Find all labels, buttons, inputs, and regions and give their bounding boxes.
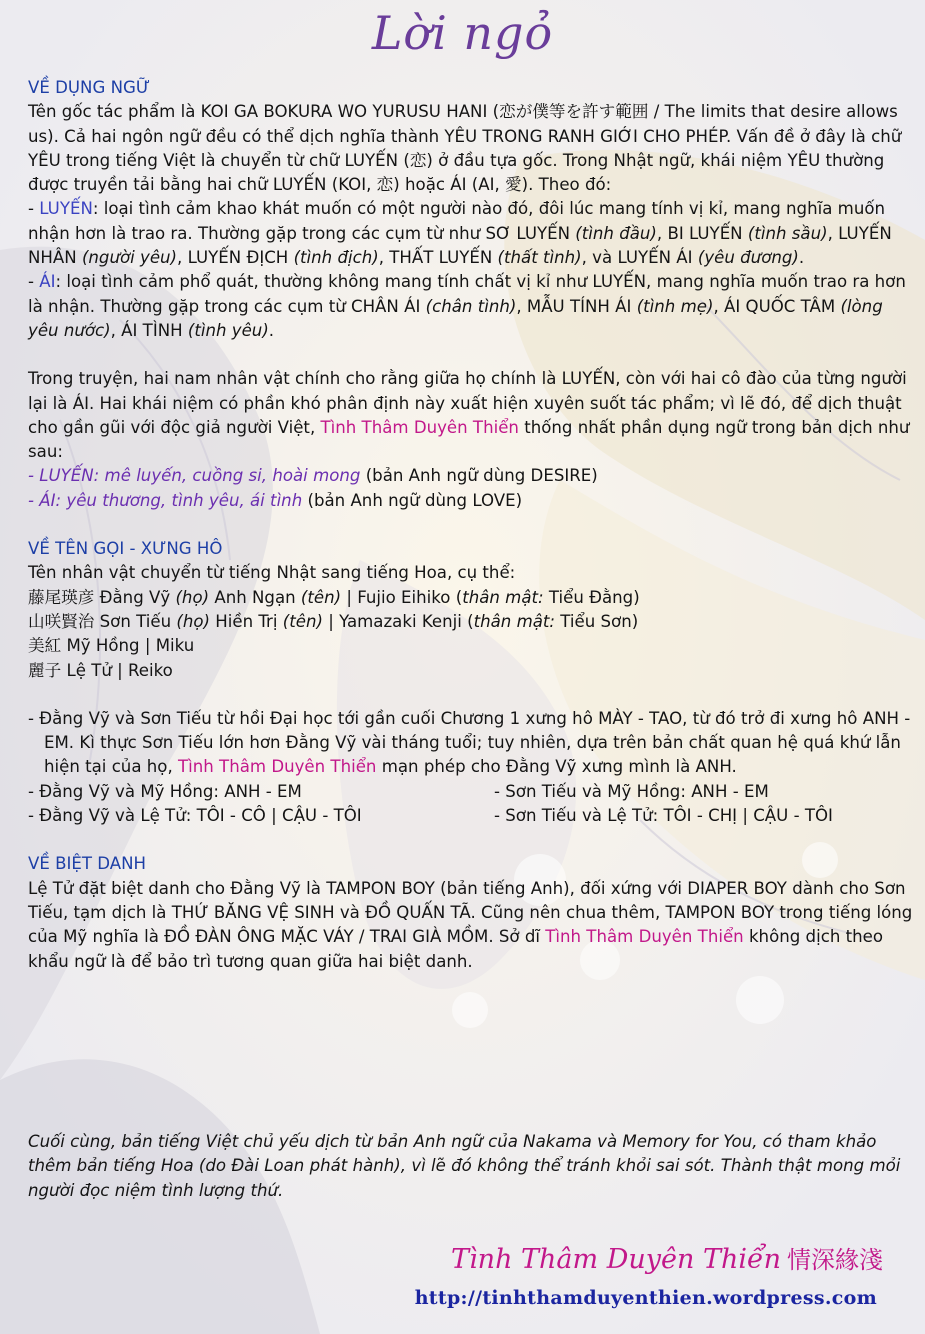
ai-term: ÁI (39, 272, 56, 292)
spacer (28, 513, 914, 537)
address-pair-left: - Đằng Vỹ và Lệ Tử: TÔI - CÔ | CẬU - TÔI (28, 806, 362, 826)
luyen-dash: - (28, 199, 40, 219)
luyen-text-4: , LUYẾN ĐỊCH (177, 248, 294, 268)
char-label: (tên) (300, 587, 342, 607)
group-name: Tình Thâm Duyên Thiển (545, 927, 744, 947)
ai-gloss-3: (lòng yêu nước) (28, 296, 883, 340)
luyen-text-1: : loại tình cảm khao khát muốn có một người nào đó, đôi lúc mang tính vị kỉ, mang nghĩa muốn nhận hơn là trao ra. Thường gặp trong các cụm từ như SƠ LUYẾN (28, 199, 886, 243)
nickname-text-a: Lệ Tử đặt biệt danh cho Đằng Vỹ là TAMPON BOY (bản tiếng Anh), đối xứng với DIAPER BOY dành cho Sơn Tiếu, tạm dịch là THỨ BĂNG VỆ SINH và ĐỒ QUẤN TÃ. Cũng nên chua thêm, TAMPON BOY trong tiếng lóng của Mỹ nghĩa là ĐỒ ĐÀN ÔNG MẶC VÁY / TRAI GIÀ MỒM. Sở dĩ (28, 878, 913, 947)
address-pair-right: - Sơn Tiếu và Mỹ Hồng: ANH - EM (494, 781, 769, 801)
character-reiko: 麗子 Lệ Tử | Reiko (28, 660, 173, 680)
char-romaji: | Yamazaki Kenji ( (322, 611, 474, 631)
nickname-text-b: không dịch theo khẩu ngữ là để bảo trì tương quan giữa hai biệt danh. (28, 927, 883, 971)
address-note-b: mạn phép cho Đằng Vỹ xưng mình là ANH. (376, 757, 737, 777)
luyen-term: LUYẾN (39, 199, 93, 219)
char-label: (họ) (176, 611, 210, 631)
group-name: Tình Thâm Duyên Thiển (320, 417, 519, 437)
spacer (28, 343, 914, 367)
char-given: Anh Ngạn (209, 587, 301, 607)
luyen-definition (28, 197, 914, 270)
ai-text-4: , ÁI TÌNH (110, 320, 188, 340)
char-label: (tên) (282, 611, 323, 631)
char-nickname: Tiểu Sơn) (555, 611, 639, 631)
signature-name: Tình Thâm Duyên Thiển (451, 1244, 781, 1275)
address-note (28, 707, 914, 780)
signature (451, 1240, 883, 1275)
char-romaji: | Fujio Eihiko ( (341, 587, 463, 607)
luyen-gloss-4: (tình địch) (293, 248, 379, 268)
closing-note: Cuối cùng, bản tiếng Việt chủ yếu dịch từ bản Anh ngữ của Nakama và Memory for You, có tham khảo thêm bản tiếng Hoa (do Đài Loan phát hành), vì lẽ đó không thể tránh khỏi sai sót. Thành thật mong mỏi người đọc niệm tình lượng thứ. (28, 1132, 901, 1200)
luyen-text-3: , LUYẾN NHÂN (28, 223, 892, 268)
rule-luyen-term: - LUYẾN: mê luyến, cuồng si, hoài mong (28, 466, 361, 486)
char-name-1: 藤尾瑛彦 Đằng Vỹ (28, 587, 176, 607)
luyen-gloss-5: (thất tình) (497, 248, 582, 268)
character-miku: 美紅 Mỹ Hồng | Miku (28, 636, 195, 656)
char-label: (họ) (175, 587, 210, 607)
luyen-text-5: , THẤT LUYẾN (378, 248, 498, 268)
ai-text-2: , MẪU TÍNH ÁI (516, 296, 637, 316)
luyen-gloss-2: (tình sầu) (747, 223, 828, 243)
rule-luyen-note: (bản Anh ngữ dùng DESIRE) (360, 466, 598, 486)
char-label: thân mật: (462, 587, 544, 607)
usage-paragraph-2 (28, 367, 914, 464)
address-pair-row (28, 804, 914, 828)
section-heading-names: VỀ TÊN GỌI - XƯNG HÔ (28, 539, 223, 559)
address-pair-left: - Đằng Vỹ và Mỹ Hồng: ANH - EM (28, 781, 302, 801)
address-pair-row (28, 780, 914, 804)
luyen-text-6: , và LUYẾN ÁI (581, 248, 698, 268)
ai-text-5: . (268, 320, 275, 340)
ai-gloss-2: (tình mẹ) (636, 296, 714, 316)
character-fujio (28, 586, 914, 610)
luyen-text-2: , BI LUYẾN (656, 223, 748, 243)
ai-gloss-4: (tình yêu) (187, 320, 269, 340)
rule-luyen (28, 464, 914, 488)
char-label: thân mật: (473, 611, 556, 631)
signature-chinese: 情深緣淺 (787, 1246, 883, 1274)
luyen-gloss-6: (yêu đương) (697, 248, 799, 268)
ai-definition (28, 270, 914, 343)
group-name: Tình Thâm Duyên Thiển (178, 757, 377, 777)
ai-text-3: , ÁI QUỐC TÂM (713, 296, 841, 316)
rule-ai-term: - ÁI: yêu thương, tình yêu, ái tình (28, 490, 303, 510)
usage-p2-a: Trong truyện, hai nam nhân vật chính cho rằng giữa họ chính là LUYẾN, còn với hai cô đào của từng người lại là ÁI. Hai khái niệm có phần khó phân định này xuất hiện xuyên suốt tác phẩm; vì lẽ đó, để dịch thuật cho gần gũi với độc giả người Việt, (28, 369, 907, 437)
address-pair-right: - Sơn Tiếu và Lệ Tử: TÔI - CHỊ | CẬU - TÔI (494, 806, 833, 826)
names-intro: Tên nhân vật chuyển từ tiếng Nhật sang tiếng Hoa, cụ thể: (28, 563, 516, 583)
spacer (28, 828, 914, 852)
main-text (28, 76, 914, 974)
ai-gloss-1: (chân tình) (425, 296, 517, 316)
char-nickname: Tiểu Đằng) (543, 587, 640, 607)
rule-ai-note: (bản Anh ngữ dùng LOVE) (302, 490, 523, 510)
luyen-gloss-3: (người yêu) (81, 248, 178, 268)
section-heading-usage: VỀ DỤNG NGỮ (28, 78, 151, 97)
ai-text-1: : loại tình cảm phổ quát, thường không mang tính chất vị kỉ như LUYẾN, mang nghĩa muốn trao ra hơn là nhận. Thường gặp trong các cụm từ CHÂN ÁI (28, 272, 906, 316)
usage-p2-b: thống nhất phần dụng ngữ trong bản dịch như sau: (28, 417, 910, 462)
ai-dash: - (28, 272, 40, 292)
nickname-paragraph (28, 877, 914, 974)
rule-ai (28, 489, 914, 513)
char-name-2: 山咲賢治 Sơn Tiếu (28, 611, 177, 631)
page-title: Lời ngỏ (371, 6, 554, 60)
address-note-a: - Đằng Vỹ và Sơn Tiếu từ hồi Đại học tới gần cuối Chương 1 xưng hô MÀY - TAO, từ đó trở đi xưng hô ANH - EM. Kì thực Sơn Tiếu lớn hơn Đằng Vỹ vài tháng tuổi; tuy nhiên, dựa trên bản chất quan hệ quá khứ lẫn hiện tại của họ, (28, 708, 911, 777)
section-heading-nicknames: VỀ BIỆT DANH (28, 854, 147, 874)
luyen-gloss-1: (tình đầu) (575, 223, 657, 243)
char-given: Hiền Trị (210, 611, 283, 631)
spacer (28, 683, 914, 707)
usage-paragraph-1: Tên gốc tác phẩm là KOI GA BOKURA WO YURUSU HANI (恋が僕等を許す範囲 / The limits that desire allows us). Cả hai ngôn ngữ đều có thể dịch nghĩa thành YÊU TRONG RANH GIỚI CHO PHÉP. Vấn đề ở đây là chữ YÊU trong tiếng Việt là chuyển từ chữ LUYẾN (恋) ở đầu tựa gốc. Trong Nhật ngữ, khái niệm YÊU thường được truyền tải bằng hai chữ LUYẾN (KOI, 恋) hoặc ÁI (AI, 愛). Theo đó: (28, 102, 902, 195)
website-link[interactable]: http://tinhthamduyenthien.wordpress.com (414, 1287, 877, 1309)
character-yamazaki (28, 610, 914, 634)
luyen-text-7: . (798, 248, 805, 268)
